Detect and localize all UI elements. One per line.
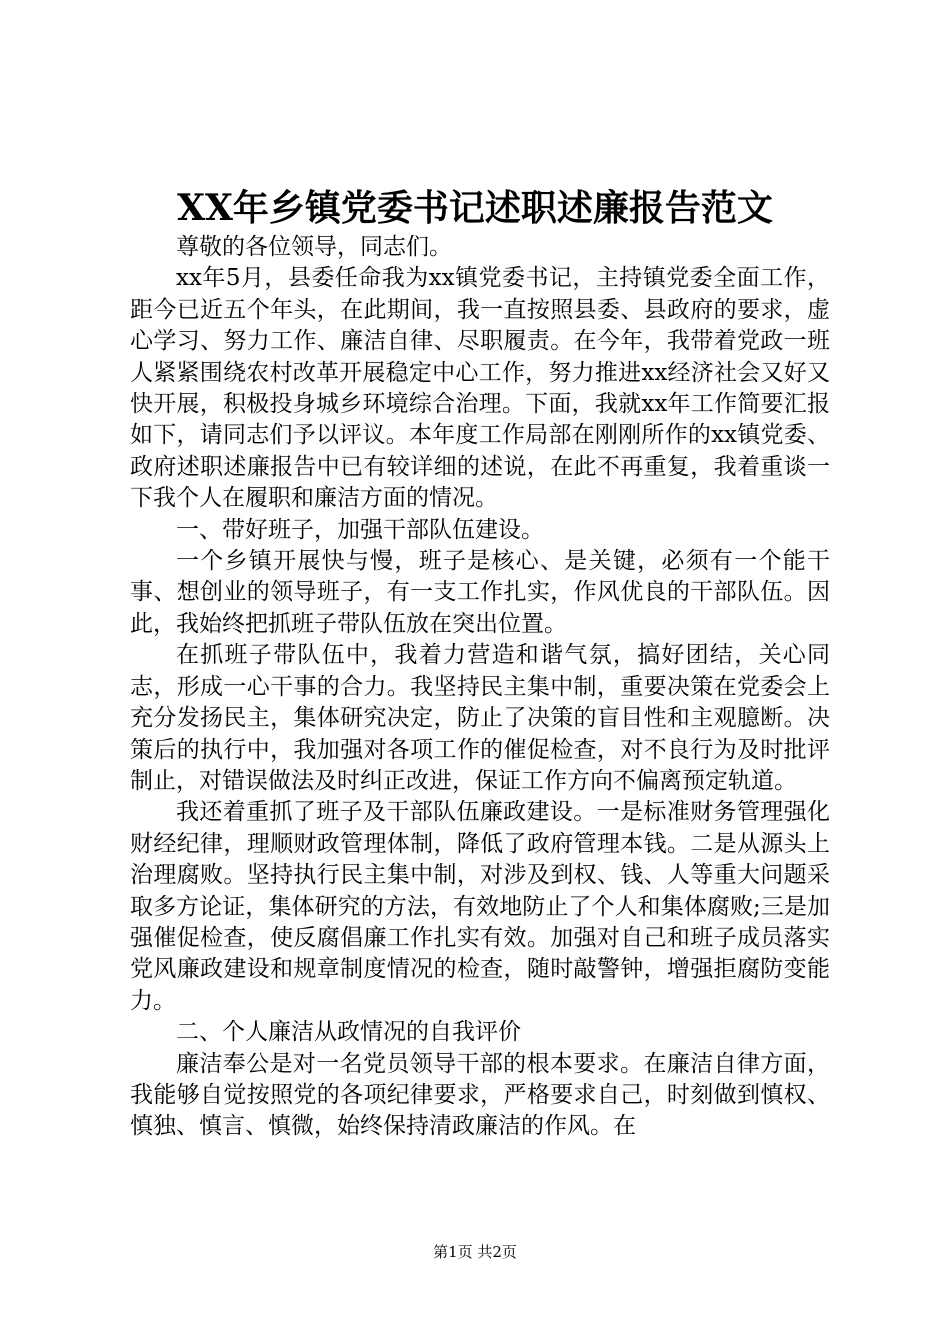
paragraph: 一个乡镇开展快与慢，班子是核心、是关键，必须有一个能干事、想创业的领导班子，有一支工作扎实，作风优良的干部队伍。因此，我始终把抓班子带队伍放在突出位置。 <box>130 548 830 637</box>
paragraph: 廉洁奉公是对一名党员领导干部的根本要求。在廉洁自律方面，我能够自觉按照党的各项纪律要求，严格要求自己，时刻做到慎权、慎独、慎言、慎微，始终保持清政廉洁的作风。在 <box>130 1050 830 1140</box>
document-body <box>130 232 830 1143</box>
document-title: XX年乡镇党委书记述职述廉报告范文 <box>177 187 773 229</box>
paragraph: 在抓班子带队伍中，我着力营造和谐气氛，搞好团结，关心同志，形成一心干事的合力。我坚持民主集中制，重要决策在党委会上充分发扬民主，集体研究决定，防止了决策的盲目性和主观臆断。决策后的执行中，我加强对各项工作的催促检查，对不良行为及时批评制止，对错误做法及时纠正改进，保证工作方向不偏离预定轨道。 <box>130 642 830 794</box>
section-heading: 二、个人廉洁从政情况的自我评价 <box>176 1019 521 1046</box>
section-heading: 一、带好班子，加强干部队伍建设。 <box>176 516 544 543</box>
paragraph: xx年5月，县委任命我为xx镇党委书记，主持镇党委全面工作，距今已近五个年头，在此期间，我一直按照县委、县政府的要求，虚心学习、努力工作、廉洁自律、尽职履责。在今年，我带着党政一班人紧紧围绕农村改革开展稳定中心工作，努力推进xx经济社会又好又快开展，积极投身城乡环境综合治理。下面，我就xx年工作简要汇报如下，请同志们予以评议。本年度工作局部在刚刚所作的xx镇党委、政府述职述廉报告中已有较详细的述说，在此不再重复，我着重谈一下我个人在履职和廉洁方面的情况。 <box>130 265 830 512</box>
paragraph: 我还着重抓了班子及干部队伍廉政建设。一是标准财务管理强化财经纪律，理顺财政管理体制，降低了政府管理本钱。二是从源头上治理腐败。坚持执行民主集中制，对涉及到权、钱、人等重大问题采取多方论证，集体研究的方法，有效地防止了个人和集体腐败;三是加强催促检查，使反腐倡廉工作扎实有效。加强对自己和班子成员落实党风廉政建设和规章制度情况的检查，随时敲警钟，增强拒腐防变能力。 <box>130 799 830 1014</box>
page-footer: 第1页 共2页 <box>433 1243 517 1261</box>
paragraph: 尊敬的各位领导，同志们。 <box>176 234 452 260</box>
